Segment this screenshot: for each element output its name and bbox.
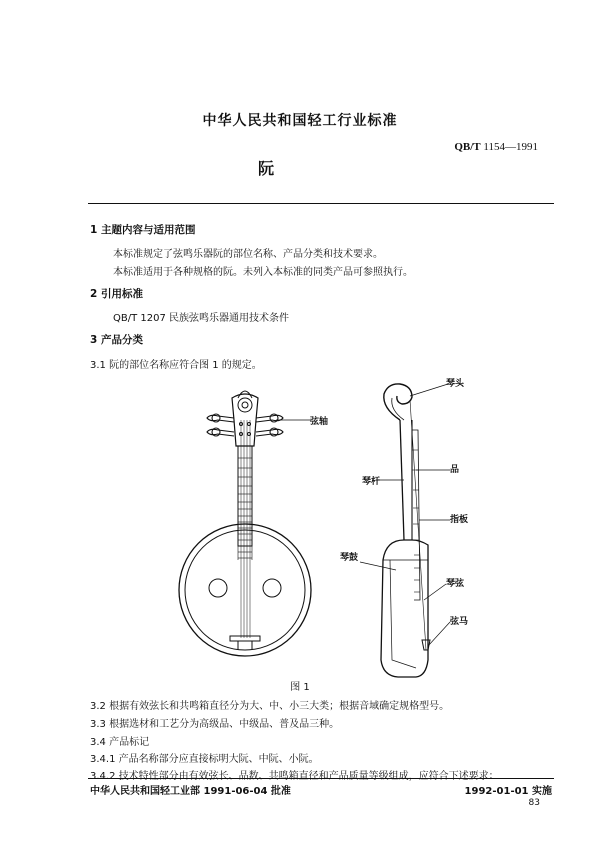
section-2-reference: QB/T 1207 民族弦鸣乐器通用技术条件 (113, 313, 290, 324)
side-soundbox (381, 540, 428, 677)
clause-3-2: 3.2 根据有效弦长和共鸣箱直径分为大、中、小三大类；根据音域确定规格型号。 (90, 701, 450, 712)
clause-3-3: 3.3 根据选材和工艺分为高级品、中级品、普及品三种。 (90, 719, 340, 730)
label-soundbox: 琴鼓 (340, 553, 359, 563)
footer-effective: 1992-01-01 实施 (464, 786, 552, 797)
side-fingerboard (412, 430, 420, 600)
sound-hole-right (263, 579, 281, 597)
label-bridge: 弦马 (450, 617, 469, 627)
front-bridge (230, 636, 260, 641)
sound-hole-left (209, 579, 227, 597)
label-tuning-pegs: 弦轴 (310, 417, 329, 427)
ruan-side-view (360, 384, 450, 677)
headstock-ornament (238, 398, 252, 412)
section-1-paragraph-2: 本标准适用于各种规格的阮。未列入本标准的同类产品可参照执行。 (113, 267, 413, 278)
figure-caption: 图 1 (290, 682, 310, 693)
section-3-heading: 3 产品分类 (90, 334, 143, 346)
tuning-pegs-left (207, 414, 234, 436)
clause-3-1: 3.1 阮的部位名称应符合图 1 的规定。 (90, 360, 262, 371)
clause-3-4-1: 3.4.1 产品名称部分应直接标明大阮、中阮、小阮。 (90, 754, 319, 765)
front-strings (241, 420, 250, 638)
clause-3-4-2: 3.4.2 技术特性部分由有效弦长、品数、共鸣箱直径和产品质量等级组成，应符合下述要求： (90, 771, 499, 782)
section-1-heading: 1 主题内容与适用范围 (90, 224, 196, 236)
label-headstock: 琴头 (446, 379, 465, 389)
standard-code-number: 1154—1991 (483, 141, 538, 153)
label-frets: 品 (450, 465, 460, 475)
document-title: 阮 (258, 159, 275, 178)
label-strings: 琴弦 (446, 579, 465, 589)
page-number: 83 (528, 798, 540, 808)
ruan-front-view (179, 391, 311, 656)
soundbox-inner-circle (185, 530, 305, 650)
standard-code-prefix: QB/T (454, 141, 481, 153)
tuning-pegs-right (256, 414, 283, 436)
footer-issued: 中华人民共和国轻工业部 1991-06-04 批准 (90, 786, 291, 797)
label-neck: 琴杆 (362, 477, 381, 487)
section-1-paragraph-1: 本标准规定了弦鸣乐器阮的部位名称、产品分类和技术要求。 (113, 249, 383, 260)
label-fingerboard: 指板 (450, 515, 469, 525)
clause-3-4: 3.4 产品标记 (90, 737, 150, 748)
issuing-organization: 中华人民共和国轻工行业标准 (202, 113, 398, 129)
footer-rule (88, 778, 554, 779)
section-2-heading: 2 引用标准 (90, 288, 143, 300)
